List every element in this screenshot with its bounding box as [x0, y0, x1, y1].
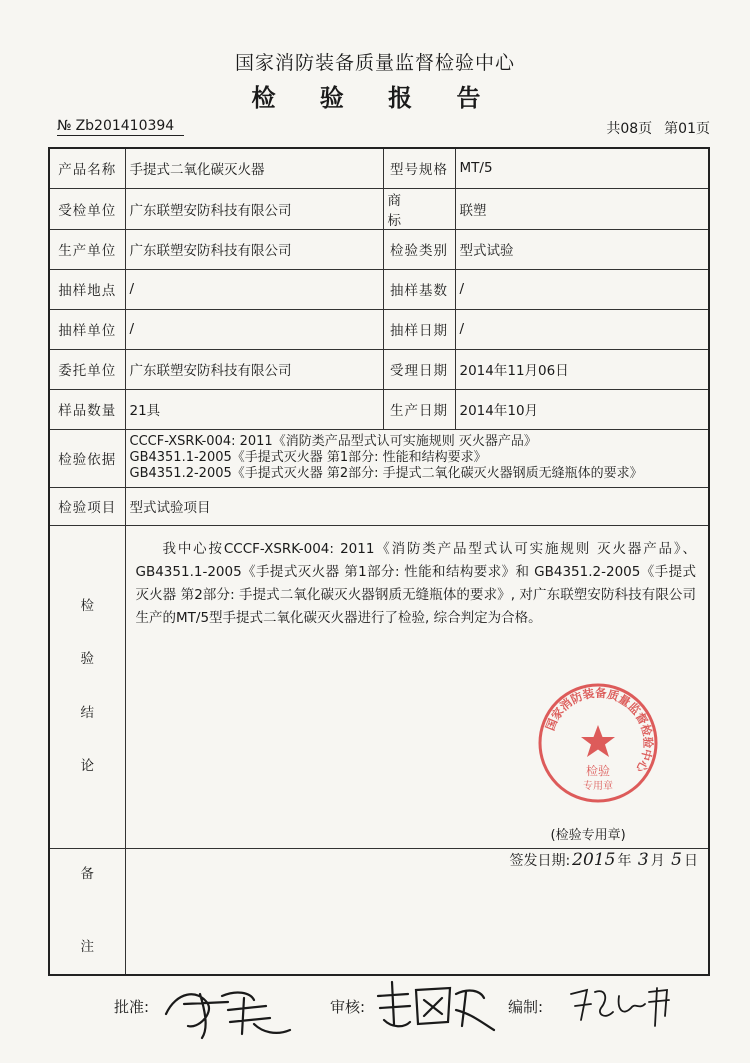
conclusion-cell: [125, 525, 709, 870]
row-sampling-unit: [49, 309, 709, 349]
row-sampling-place: [49, 269, 709, 309]
client-value: 广东联塑安防科技有限公司: [125, 349, 383, 389]
stamp-star-icon: [581, 725, 615, 757]
compile-label: 编制:: [508, 998, 544, 1016]
stamp-caption: (检验专用章): [550, 827, 626, 843]
sampling-base-value: /: [455, 269, 709, 309]
report-number-symbol: №: [57, 118, 72, 134]
page-current: 第01页: [664, 121, 710, 137]
sign-month-unit: 月: [650, 852, 665, 869]
production-date-value: 2014年10月: [455, 389, 709, 429]
sampling-date-label: 抽样日期: [383, 309, 455, 349]
stamp-center-text: 检验: [585, 763, 610, 778]
signature-footer: [0, 980, 750, 1040]
product-name-value: 手提式二氧化碳灭火器: [125, 148, 383, 188]
report-number: [57, 118, 184, 136]
sample-qty-value: 21具: [125, 389, 383, 429]
test-type-value: 型式试验: [455, 229, 709, 269]
conclusion-label-char: 结: [80, 704, 94, 721]
row-client: [49, 349, 709, 389]
report-form-table: [48, 147, 710, 976]
approve-label: 批准:: [114, 998, 150, 1016]
client-label: 委托单位: [49, 349, 125, 389]
sampling-place-label: 抽样地点: [49, 269, 125, 309]
row-conclusion: [49, 525, 709, 848]
remarks-label-char: 备: [80, 865, 94, 882]
row-basis: [49, 429, 709, 487]
manufacturer-value: 广东联塑安防科技有限公司: [125, 229, 383, 269]
accept-date-label: 受理日期: [383, 349, 455, 389]
conclusion-text: 我中心按CCCF-XSRK-004: 2011《消防类产品型式认可实施规则 灭火器产品》、GB4351.1-2005《手提式灭火器 第1部分: 性能和结构要求》和 GB4351.2-2005《手提式灭火器 第2部分: 手提式二氧化碳灭火器钢质无缝瓶体的要求》, 对广东联塑安防科技有限公司生产的MT/5型手提式二氧化碳灭火器进行了检验, 综合判定为合格。: [135, 540, 696, 626]
basis-line: GB4351.2-2005《手提式灭火器 第2部分: 手提式二氧化碳灭火器钢质无缝瓶体的要求》: [129, 466, 643, 481]
compiler-signature: [565, 980, 675, 1030]
inspected-unit-value: 广东联塑安防科技有限公司: [125, 188, 383, 229]
brand-label: 商 标: [383, 188, 455, 229]
conclusion-label-char: 验: [80, 651, 94, 667]
model-label: 型号规格: [383, 148, 455, 188]
sign-day: 5: [671, 849, 682, 870]
items-value: 型式试验项目: [125, 487, 709, 525]
sign-date: [509, 850, 698, 870]
approver-signature: [158, 974, 298, 1044]
model-value: MT/5: [455, 148, 709, 188]
row-inspected-unit: [49, 188, 709, 229]
review-label: 审核:: [330, 998, 366, 1016]
row-sample-qty: [49, 389, 709, 429]
items-label: 检验项目: [49, 487, 125, 525]
basis-value: [125, 429, 709, 487]
sampling-date-value: /: [455, 309, 709, 349]
remarks-label-char: 注: [80, 939, 94, 956]
sampling-place-value: /: [125, 269, 383, 309]
page-total: 共08页: [606, 121, 653, 137]
brand-value: 联塑: [455, 188, 709, 229]
inspected-unit-label: 受检单位: [49, 188, 125, 229]
org-name: 国家消防装备质量监督检验中心: [234, 52, 515, 74]
sample-qty-label: 样品数量: [49, 389, 125, 429]
basis-label: 检验依据: [49, 429, 125, 487]
manufacturer-label: 生产单位: [49, 229, 125, 269]
row-manufacturer: [49, 229, 709, 269]
remarks-label: [49, 848, 125, 975]
accept-date-value: 2014年11月06日: [455, 349, 709, 389]
report-number-value: Zb201410394: [75, 118, 175, 134]
page-info: [606, 118, 710, 138]
stamp-ring-text: 国家消防装备质量监督检验中心: [542, 685, 655, 775]
conclusion-label-char: 检: [80, 597, 94, 614]
sign-year-unit: 年: [617, 852, 632, 869]
sign-month: 3: [637, 849, 649, 870]
test-type-label: 检验类别: [383, 229, 455, 269]
stamp-sub-text: 专用章: [582, 780, 613, 792]
sign-day-unit: 日: [684, 852, 698, 869]
conclusion-label-char: 论: [80, 758, 94, 774]
reviewer-signature: [372, 974, 502, 1034]
basis-line: CCCF-XSRK-004: 2011《消防类产品型式认可实施规则 灭火器产品》: [129, 434, 537, 449]
official-stamp: [536, 681, 660, 805]
sign-date-label: 签发日期:: [509, 852, 571, 869]
conclusion-label: [49, 525, 125, 848]
product-name-label: 产品名称: [49, 148, 125, 188]
row-product: [49, 148, 709, 188]
sampling-unit-label: 抽样单位: [49, 309, 125, 349]
production-date-label: 生产日期: [383, 389, 455, 429]
sampling-unit-value: /: [125, 309, 383, 349]
sign-year: 2015: [572, 849, 616, 870]
basis-line: GB4351.1-2005《手提式灭火器 第1部分: 性能和结构要求》: [129, 450, 487, 465]
document-title: 检 验 报 告: [251, 84, 499, 112]
row-items: [49, 487, 709, 525]
sampling-base-label: 抽样基数: [383, 269, 455, 309]
